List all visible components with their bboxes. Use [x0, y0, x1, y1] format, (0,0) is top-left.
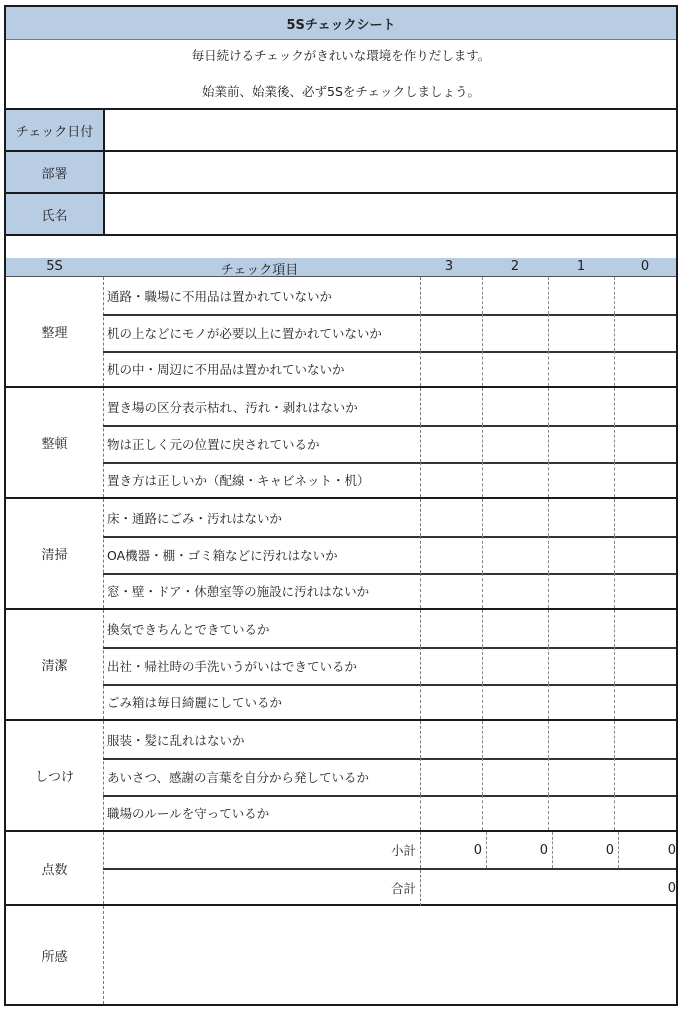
score-3-cell[interactable]	[416, 314, 483, 351]
header-score-2: 2	[510, 259, 520, 274]
score-3-cell[interactable]	[416, 351, 483, 386]
table-row	[103, 684, 676, 719]
score-0-cell[interactable]	[614, 610, 676, 647]
notes-section	[6, 906, 676, 1004]
category-label: 整頓	[6, 388, 104, 497]
score-3-cell[interactable]	[416, 795, 483, 830]
table-row	[103, 573, 676, 608]
score-2-cell[interactable]	[482, 314, 549, 351]
header-score-0: 0	[640, 259, 650, 274]
table-row	[103, 351, 676, 386]
sheet-title: 5Sチェックシート	[6, 7, 676, 40]
score-3-cell[interactable]	[416, 462, 483, 497]
header-category: 5S	[46, 259, 63, 274]
score-2-cell[interactable]	[482, 795, 549, 830]
score-1-cell[interactable]	[548, 647, 615, 684]
score-2-cell[interactable]	[482, 462, 549, 497]
check-item: OA機器・棚・ゴミ箱などに汚れはないか	[103, 536, 421, 573]
table-row	[103, 647, 676, 686]
total-row	[103, 870, 676, 906]
department-row	[6, 152, 676, 194]
check-item: 置き場の区分表示枯れ、汚れ・剥れはないか	[103, 388, 421, 425]
category-group	[6, 277, 676, 388]
table-row	[103, 610, 676, 649]
score-3-cell[interactable]	[416, 758, 483, 795]
score-1-cell[interactable]	[548, 499, 615, 536]
score-1-cell[interactable]	[548, 610, 615, 647]
score-3-cell[interactable]	[416, 573, 483, 608]
check-item: 通路・職場に不用品は置かれていないか	[103, 277, 421, 314]
name-field[interactable]	[103, 194, 676, 234]
category-group	[6, 610, 676, 721]
department-label: 部署	[6, 152, 105, 192]
table-row	[103, 277, 676, 316]
score-2-cell[interactable]	[482, 388, 549, 425]
score-0-cell[interactable]	[614, 795, 676, 830]
subtotal-row	[103, 832, 676, 870]
header-score-1: 1	[576, 259, 586, 274]
date-label: チェック日付	[6, 110, 105, 150]
subtotal-score-3: 0	[416, 832, 487, 868]
header-item: チェック項目	[220, 263, 299, 278]
score-2-cell[interactable]	[482, 721, 549, 758]
score-0-cell[interactable]	[614, 388, 676, 425]
score-label: 点数	[6, 832, 104, 904]
score-2-cell[interactable]	[482, 536, 549, 573]
category-label: 清掃	[6, 499, 104, 608]
category-label: 整理	[6, 277, 104, 386]
checksheet	[4, 5, 678, 1006]
notes-label: 所感	[6, 906, 104, 1004]
score-0-cell[interactable]	[614, 536, 676, 573]
instruction-line-1: 毎日続けるチェックがきれいな環境を作りだします。	[191, 48, 491, 63]
score-3-cell[interactable]	[416, 721, 483, 758]
score-2-cell[interactable]	[482, 647, 549, 684]
score-1-cell[interactable]	[548, 425, 615, 462]
score-2-cell[interactable]	[482, 758, 549, 795]
score-1-cell[interactable]	[548, 684, 615, 719]
score-1-cell[interactable]	[548, 573, 615, 608]
instructions	[6, 40, 676, 110]
score-0-cell[interactable]	[614, 684, 676, 719]
subtotal-label: 小計	[103, 832, 421, 868]
score-1-cell[interactable]	[548, 388, 615, 425]
table-row	[103, 462, 676, 497]
table-row	[103, 721, 676, 760]
category-group	[6, 499, 676, 610]
score-1-cell[interactable]	[548, 795, 615, 830]
score-0-cell[interactable]	[614, 314, 676, 351]
score-3-cell[interactable]	[416, 499, 483, 536]
score-2-cell[interactable]	[482, 499, 549, 536]
table-row	[103, 536, 676, 575]
instruction-line-2: 始業前、始業後、必ず5Sをチェックしましょう。	[201, 84, 480, 99]
total-value: 0	[667, 880, 676, 896]
table-row	[103, 795, 676, 830]
check-item: 窓・壁・ドア・休憩室等の施設に汚れはないか	[103, 573, 421, 608]
table-row	[103, 758, 676, 797]
check-item: 物は正しく元の位置に戻されているか	[103, 425, 421, 462]
score-1-cell[interactable]	[548, 758, 615, 795]
score-3-cell[interactable]	[416, 277, 483, 314]
table-row	[103, 499, 676, 538]
score-0-cell[interactable]	[614, 499, 676, 536]
check-item: 机の上などにモノが必要以上に置かれていないか	[103, 314, 421, 351]
table-header	[6, 258, 676, 277]
score-1-cell[interactable]	[548, 462, 615, 497]
check-item: 置き方は正しいか（配線・キャビネット・机）	[103, 462, 421, 497]
score-0-cell[interactable]	[614, 758, 676, 795]
score-1-cell[interactable]	[548, 721, 615, 758]
notes-field[interactable]	[103, 906, 676, 1004]
score-3-cell[interactable]	[416, 684, 483, 719]
category-group	[6, 721, 676, 832]
score-2-cell[interactable]	[482, 610, 549, 647]
score-1-cell[interactable]	[548, 314, 615, 351]
check-item: 床・通路にごみ・汚れはないか	[103, 499, 421, 536]
table-row	[103, 314, 676, 353]
score-3-cell[interactable]	[416, 647, 483, 684]
score-2-cell[interactable]	[482, 573, 549, 608]
score-0-cell[interactable]	[614, 351, 676, 386]
date-field[interactable]	[103, 110, 676, 150]
subtotal-score-2: 0	[482, 832, 553, 868]
check-item: 職場のルールを守っているか	[103, 795, 421, 830]
score-3-cell[interactable]	[416, 610, 483, 647]
score-3-cell[interactable]	[416, 388, 483, 425]
check-item: 出社・帰社時の手洗いうがいはできているか	[103, 647, 421, 684]
check-item: 服装・髪に乱れはないか	[103, 721, 421, 758]
check-item: あいさつ、感謝の言葉を自分から発しているか	[103, 758, 421, 795]
check-item: 換気できちんとできているか	[103, 610, 421, 647]
score-0-cell[interactable]	[614, 647, 676, 684]
score-0-cell[interactable]	[614, 462, 676, 497]
table-row	[103, 388, 676, 427]
header-score-3: 3	[444, 259, 454, 274]
score-3-cell[interactable]	[416, 536, 483, 573]
score-1-cell[interactable]	[548, 277, 615, 314]
score-1-cell[interactable]	[548, 536, 615, 573]
table-row	[103, 425, 676, 464]
name-label: 氏名	[6, 194, 105, 234]
score-2-cell[interactable]	[482, 277, 549, 314]
total-label: 合計	[103, 870, 421, 906]
category-label: 清潔	[6, 610, 104, 719]
score-0-cell[interactable]	[614, 721, 676, 758]
subtotal-score-0: 0	[667, 842, 676, 858]
score-2-cell[interactable]	[482, 425, 549, 462]
score-3-cell[interactable]	[416, 425, 483, 462]
score-section	[6, 832, 676, 906]
score-2-cell[interactable]	[482, 684, 549, 719]
category-label: しつけ	[6, 721, 104, 830]
check-item: ごみ箱は毎日綺麗にしているか	[103, 684, 421, 719]
score-1-cell[interactable]	[548, 351, 615, 386]
name-row	[6, 194, 676, 236]
subtotal-score-1: 0	[548, 832, 619, 868]
score-2-cell[interactable]	[482, 351, 549, 386]
department-field[interactable]	[103, 152, 676, 192]
check-item: 机の中・周辺に不用品は置かれていないか	[103, 351, 421, 386]
category-group	[6, 388, 676, 499]
score-0-cell[interactable]	[614, 277, 676, 314]
date-row	[6, 110, 676, 152]
score-0-cell[interactable]	[614, 425, 676, 462]
score-0-cell[interactable]	[614, 573, 676, 608]
